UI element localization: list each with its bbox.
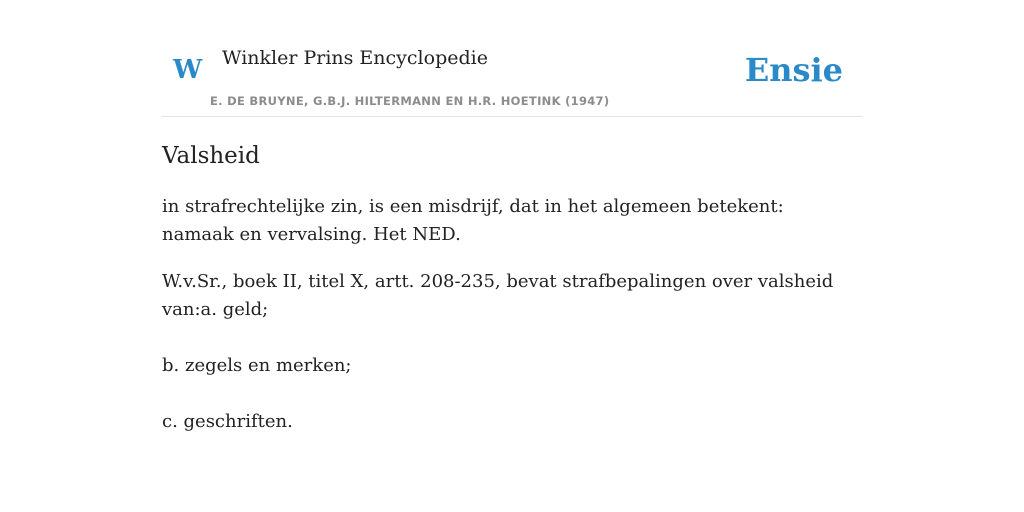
entry-paragraph: b. zegels en merken;	[162, 355, 352, 376]
page	[162, 0, 862, 512]
entry-title: Valsheid	[162, 143, 260, 169]
entry-paragraph: c. geschriften.	[162, 411, 293, 432]
book-title[interactable]: Winkler Prins Encyclopedie	[222, 47, 488, 69]
entry-paragraph: in strafrechtelijke zin, is een misdrijf, dat in het algemeen betekent: namaak en vervalsing. Het NED.	[162, 196, 784, 245]
book-logo-link[interactable]: W	[173, 55, 203, 85]
entry-body	[162, 193, 862, 436]
book-authors: E. DE BRUYNE, G.B.J. HILTERMANN EN H.R. HOETINK (1947)	[210, 94, 610, 108]
brand-logo-link[interactable]: Ensie	[744, 51, 843, 89]
book-header	[162, 0, 862, 117]
entry-paragraph: W.v.Sr., boek II, titel X, artt. 208-235, bevat strafbepalingen over valsheid van:a. geld;	[162, 271, 834, 320]
